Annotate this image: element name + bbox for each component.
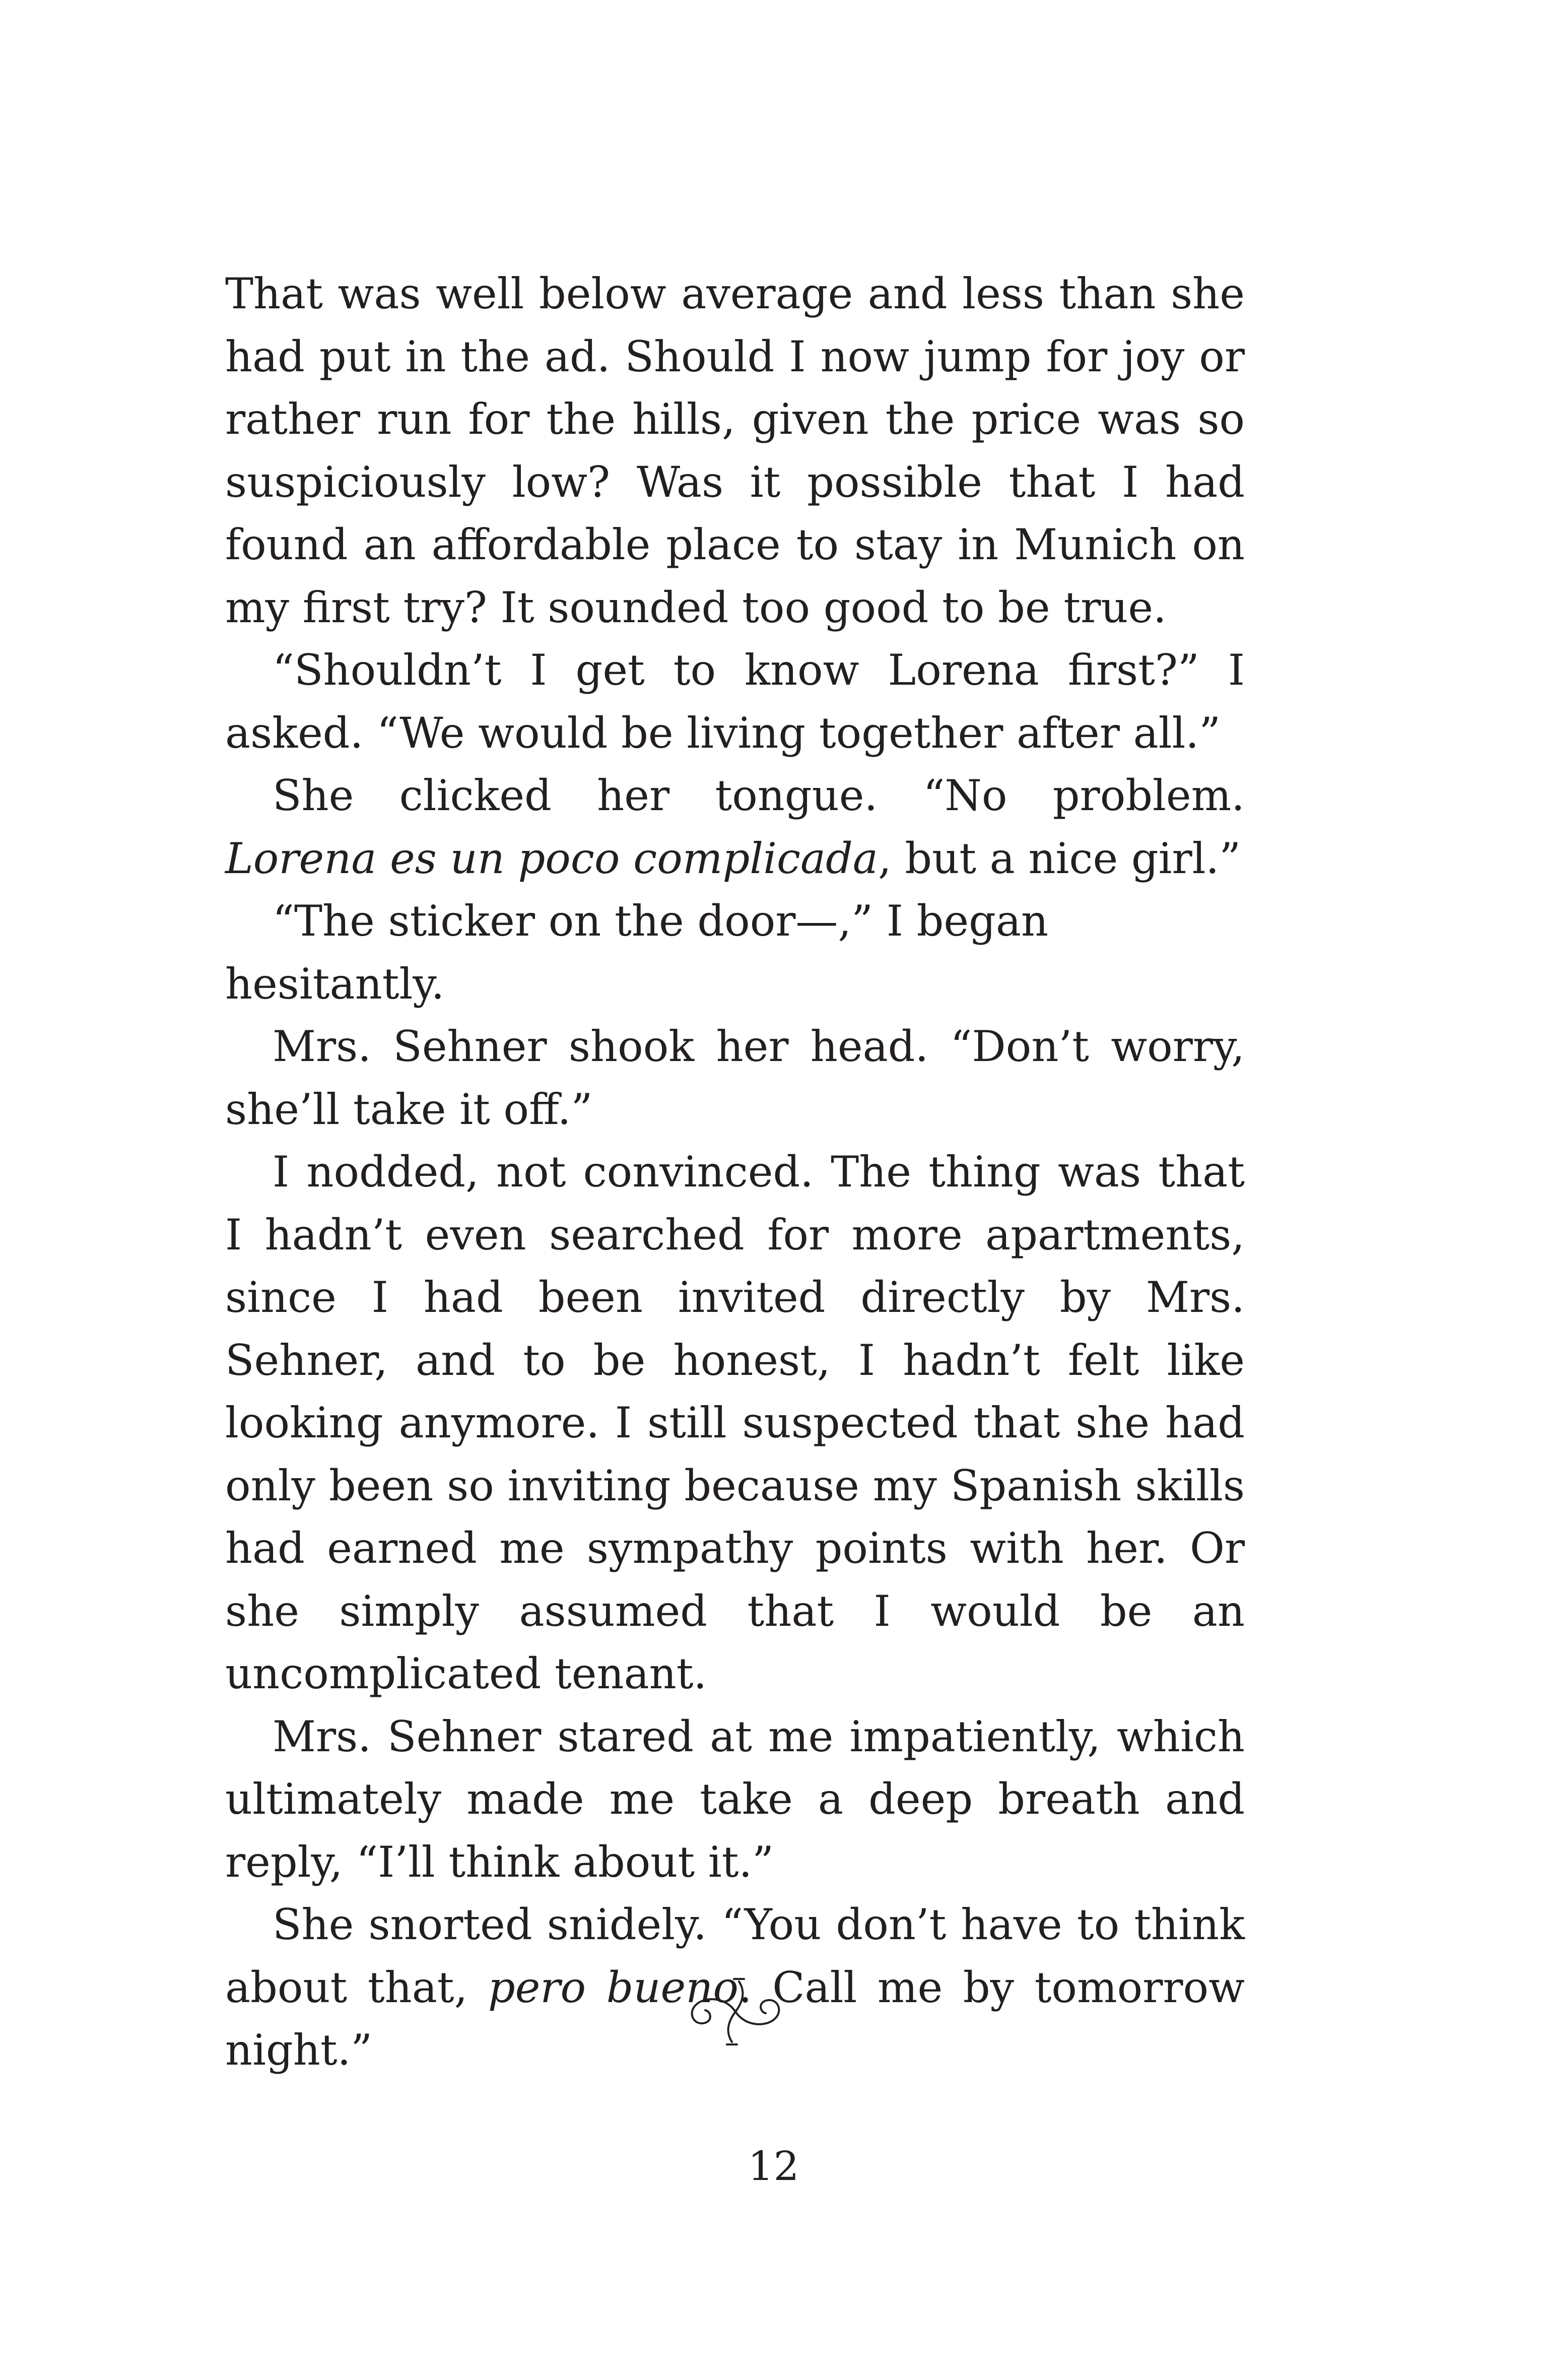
paragraph-3 [225, 764, 1245, 890]
paragraph-4-text: “The sticker on the door—,” I began hesitantly. [225, 896, 1049, 1009]
paragraph-3-text-b: , but a nice girl.” [878, 833, 1241, 883]
paragraph-7 [225, 1705, 1245, 1894]
paragraph-8-text-b: . Call me by tomorrow night.” [225, 1962, 1245, 2075]
paragraph-4 [225, 890, 1245, 1015]
page-number: 12 [748, 2143, 799, 2190]
paragraph-6 [225, 1141, 1245, 1705]
paragraph-3-text-a: She clicked her tongue. “No problem. [273, 771, 1245, 820]
paragraph-1 [225, 262, 1245, 639]
paragraph-5-text: Mrs. Sehner shook her head. “Don’t worry, she’ll take it off.” [225, 1022, 1245, 1134]
paragraph-1-text: That was well below average and less than she had put in the ad. Should I now jump for joy or rather run for the hills, given the price was so suspiciously low? Was it possible that I had found an affordable place to stay in Munich on my first try? It sounded too good to be true. [225, 269, 1245, 632]
paragraph-6-text: I nodded, not convinced. The thing was that I hadn’t even searched for more apartments, since I had been invited directly by Mrs. Sehner, and to be honest, I hadn’t felt like looking anymore. I still suspected that she had only been so inviting because my Spanish skills had earned me sympathy points with her. Or she simply assumed that I would be an uncomplicated tenant. [225, 1147, 1245, 1698]
paragraph-8-italic-spanish: pero bueno [488, 1962, 738, 2012]
paragraph-3-italic-spanish: Lorena es un poco complicada [225, 833, 878, 883]
paragraph-2-text: “Shouldn’t I get to know Lorena first?” I asked. “We would be living together after all.” [225, 645, 1245, 758]
body-text [225, 262, 1245, 2082]
paragraph-7-text: Mrs. Sehner stared at me impatiently, which ultimately made me take a deep breath and reply, “I’ll think about it.” [225, 1711, 1245, 1887]
paragraph-8-text-a: She snorted snidely. “You don’t have to think about that, [225, 1900, 1245, 2012]
paragraph-5 [225, 1015, 1245, 1141]
paragraph-2 [225, 639, 1245, 764]
scroll-flourish-icon [678, 1974, 793, 2050]
